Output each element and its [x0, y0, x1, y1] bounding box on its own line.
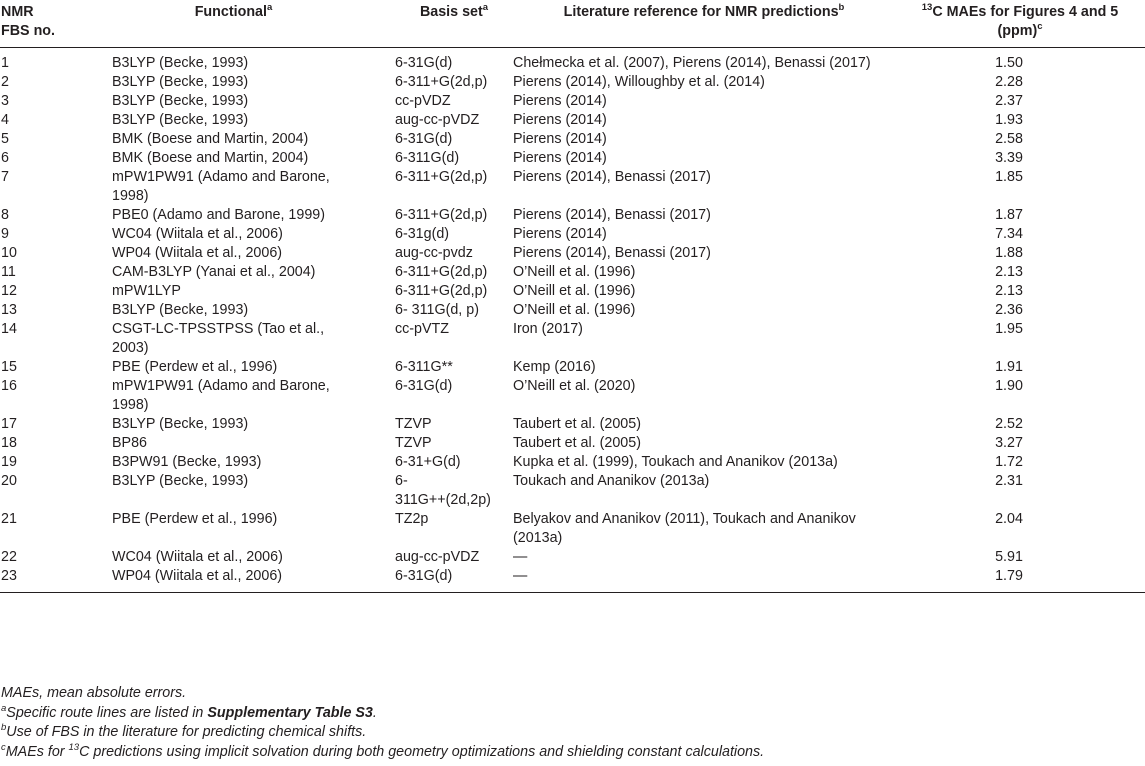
- cell-mae: 2.28: [995, 73, 1023, 90]
- cell-fbs-no: 13: [1, 301, 17, 318]
- cell-fbs-no: 21: [1, 510, 17, 527]
- cell-reference: Pierens (2014), Benassi (2017): [513, 244, 711, 261]
- cell-fbs-no: 11: [1, 263, 16, 280]
- cell-functional: WP04 (Wiitala et al., 2006): [112, 244, 283, 261]
- cell-fbs-no: 14: [1, 320, 17, 337]
- cell-mae: 2.52: [995, 415, 1023, 432]
- cell-fbs-no: 20: [1, 472, 17, 489]
- cell-fbs-no: 15: [1, 358, 17, 375]
- cell-basis-set: 6-311+G(2d,p): [395, 206, 488, 223]
- cell-functional: CSGT-LC-TPSSTPSS (Tao et al., 2003): [112, 320, 325, 356]
- table-row: [0, 320, 1145, 358]
- table-row: [0, 244, 1145, 263]
- header-basis-set: Basis set$^a$: [419, 2, 489, 20]
- cell-reference: Chełmecka et al. (2007), Pierens (2014), Benassi (2017): [513, 54, 871, 71]
- cell-mae: 7.34: [995, 225, 1023, 242]
- cell-mae: 2.31: [995, 472, 1023, 489]
- table-row: [0, 377, 1145, 415]
- cell-fbs-no: 18: [1, 434, 17, 451]
- cell-basis-set: cc-pVDZ: [395, 92, 451, 109]
- table-row: [0, 130, 1145, 149]
- cell-functional: WC04 (Wiitala et al., 2006): [112, 548, 283, 565]
- cell-mae: 2.36: [995, 301, 1023, 318]
- cell-fbs-no: 16: [1, 377, 17, 394]
- cell-basis-set: 6-31G(d): [395, 567, 453, 584]
- cell-basis-set: 6-311+G(2d,p): [395, 73, 488, 90]
- cell-functional: PBE (Perdew et al., 1996): [112, 358, 278, 375]
- cell-basis-set: cc-pVTZ: [395, 320, 450, 337]
- cell-functional: mPW1PW91 (Adamo and Barone, 1998): [112, 377, 330, 413]
- cell-mae: 1.79: [995, 567, 1023, 584]
- cell-basis-set: aug-cc-pvdz: [395, 244, 473, 261]
- cell-reference: —: [513, 567, 528, 584]
- cell-basis-set: 6- 311G(d, p): [395, 301, 479, 318]
- cell-functional: B3LYP (Becke, 1993): [112, 415, 249, 432]
- cell-functional: B3LYP (Becke, 1993): [112, 54, 249, 71]
- cell-basis-set: 6-31g(d): [395, 225, 450, 242]
- cell-functional: B3LYP (Becke, 1993): [112, 472, 249, 489]
- cell-basis-set: 6-31G(d): [395, 54, 453, 71]
- cell-fbs-no: 23: [1, 567, 17, 584]
- cell-mae: 2.13: [995, 263, 1023, 280]
- cell-reference: Taubert et al. (2005): [513, 434, 641, 451]
- table-row: [0, 168, 1145, 206]
- cell-mae: 1.72: [995, 453, 1023, 470]
- header-literature-reference: Literature reference for NMR predictions$^b$: [563, 2, 845, 20]
- cell-mae: 1.87: [995, 206, 1023, 223]
- header-fbs-no: NMR FBS no.: [1, 4, 56, 39]
- cell-reference: Pierens (2014): [513, 111, 607, 128]
- cell-basis-set: 6- 311G++(2d,2p): [395, 472, 491, 508]
- table-row: [0, 206, 1145, 225]
- table-row: [0, 225, 1145, 244]
- cell-reference: Pierens (2014): [513, 130, 607, 147]
- table-row: [0, 415, 1145, 434]
- cell-fbs-no: 9: [1, 225, 9, 242]
- header-functional: Functional$^a$: [194, 2, 273, 20]
- cell-basis-set: 6-31G(d): [395, 377, 453, 394]
- cell-basis-set: 6-311+G(2d,p): [395, 282, 488, 299]
- footnote-a: $^a$Specific route lines are listed in Supplementary Table S3.: [1, 702, 377, 721]
- cell-basis-set: 6-311G**: [395, 358, 453, 375]
- cell-reference: O’Neill et al. (1996): [513, 282, 636, 299]
- table-row: [0, 111, 1145, 130]
- header-row: [0, 0, 1145, 47]
- cell-reference: Taubert et al. (2005): [513, 415, 641, 432]
- cell-mae: 2.37: [995, 92, 1023, 109]
- cell-basis-set: TZVP: [395, 434, 432, 451]
- cell-functional: WP04 (Wiitala et al., 2006): [112, 567, 283, 584]
- footnote-c: $^c$MAEs for $^{13}$C predictions using implicit solvation during both geometry optimizations and shielding constant calculations.: [1, 741, 765, 760]
- table-row: [0, 567, 1145, 586]
- cell-mae: 1.50: [995, 54, 1023, 71]
- table-row: [0, 301, 1145, 320]
- cell-mae: 1.85: [995, 168, 1023, 185]
- table-row: [0, 548, 1145, 567]
- cell-basis-set: aug-cc-pVDZ: [395, 548, 480, 565]
- cell-reference: —: [513, 548, 528, 565]
- cell-fbs-no: 5: [1, 130, 9, 147]
- table-row: [0, 149, 1145, 168]
- cell-functional: BP86: [112, 434, 147, 451]
- cell-basis-set: TZVP: [395, 415, 432, 432]
- cell-mae: 3.27: [995, 434, 1023, 451]
- cell-functional: B3LYP (Becke, 1993): [112, 92, 249, 109]
- cell-functional: PBE0 (Adamo and Barone, 1999): [112, 206, 326, 223]
- cell-fbs-no: 19: [1, 453, 17, 470]
- cell-functional: BMK (Boese and Martin, 2004): [112, 130, 309, 147]
- cell-functional: PBE (Perdew et al., 1996): [112, 510, 278, 527]
- cell-mae: 3.39: [995, 149, 1023, 166]
- cell-reference: O’Neill et al. (1996): [513, 301, 636, 318]
- cell-fbs-no: 8: [1, 206, 9, 223]
- cell-functional: BMK (Boese and Martin, 2004): [112, 149, 309, 166]
- table-row: [0, 92, 1145, 111]
- cell-reference: Pierens (2014): [513, 149, 607, 166]
- cell-mae: 1.88: [995, 244, 1023, 261]
- cell-fbs-no: 10: [1, 244, 17, 261]
- cell-basis-set: 6-31+G(d): [395, 453, 461, 470]
- cell-fbs-no: 17: [1, 415, 17, 432]
- table-row: [0, 510, 1145, 548]
- table-body: [0, 48, 1145, 593]
- cell-reference: Pierens (2014), Willoughby et al. (2014): [513, 73, 765, 90]
- table-row: [0, 54, 1145, 73]
- cell-fbs-no: 4: [1, 111, 9, 128]
- cell-functional: B3LYP (Becke, 1993): [112, 301, 249, 318]
- cell-mae: 1.90: [995, 377, 1023, 394]
- cell-fbs-no: 6: [1, 149, 9, 166]
- cell-reference: Pierens (2014), Benassi (2017): [513, 206, 711, 223]
- table-row: [0, 73, 1145, 92]
- cell-basis-set: 6-31G(d): [395, 130, 453, 147]
- cell-functional: B3LYP (Becke, 1993): [112, 111, 249, 128]
- cell-fbs-no: 1: [1, 54, 9, 71]
- cell-basis-set: aug-cc-pVDZ: [395, 111, 480, 128]
- cell-reference: Kemp (2016): [513, 358, 596, 375]
- table-row: [0, 282, 1145, 301]
- cell-basis-set: 6-311G(d): [395, 149, 460, 166]
- table-row: [0, 434, 1145, 453]
- cell-functional: B3PW91 (Becke, 1993): [112, 453, 262, 470]
- cell-mae: 1.93: [995, 111, 1023, 128]
- cell-reference: Pierens (2014), Benassi (2017): [513, 168, 711, 185]
- cell-functional: B3LYP (Becke, 1993): [112, 73, 249, 90]
- table-row: [0, 358, 1145, 377]
- cell-reference: Pierens (2014): [513, 92, 607, 109]
- cell-basis-set: TZ2p: [395, 510, 429, 527]
- footnotes: [1, 684, 764, 762]
- cell-fbs-no: 3: [1, 92, 9, 109]
- cell-mae: 1.95: [995, 320, 1023, 337]
- cell-functional: CAM-B3LYP (Yanai et al., 2004): [112, 263, 316, 280]
- table-row: [0, 453, 1145, 472]
- cell-mae: 2.13: [995, 282, 1023, 299]
- cell-functional: mPW1PW91 (Adamo and Barone, 1998): [112, 168, 330, 204]
- footnote-b: $^b$Use of FBS in the literature for predicting chemical shifts.: [1, 722, 367, 740]
- cell-fbs-no: 7: [1, 168, 9, 185]
- cell-fbs-no: 2: [1, 73, 9, 90]
- table-row: [0, 472, 1145, 510]
- cell-reference: O’Neill et al. (2020): [513, 377, 636, 394]
- cell-reference: Kupka et al. (1999), Toukach and Ananikov (2013a): [513, 453, 838, 470]
- cell-reference: Iron (2017): [513, 320, 583, 337]
- table-row: [0, 263, 1145, 282]
- cell-fbs-no: 22: [1, 548, 17, 565]
- cell-reference: Pierens (2014): [513, 225, 607, 242]
- header-mae: $^{13}$C MAEs for Figures 4 and 5 (ppm)$^c$: [921, 2, 1119, 39]
- cell-reference: Toukach and Ananikov (2013a): [513, 472, 710, 489]
- cell-reference: O’Neill et al. (1996): [513, 263, 636, 280]
- cell-fbs-no: 12: [1, 282, 17, 299]
- cell-basis-set: 6-311+G(2d,p): [395, 263, 488, 280]
- cell-basis-set: 6-311+G(2d,p): [395, 168, 488, 185]
- cell-mae: 1.91: [995, 358, 1023, 375]
- cell-reference: Belyakov and Ananikov (2011), Toukach and Ananikov (2013a): [513, 510, 856, 546]
- cell-mae: 2.58: [995, 130, 1023, 147]
- cell-functional: mPW1LYP: [112, 282, 181, 299]
- cell-mae: 5.91: [995, 548, 1023, 565]
- cell-mae: 2.04: [995, 510, 1023, 527]
- cell-functional: WC04 (Wiitala et al., 2006): [112, 225, 283, 242]
- footnote-abbrev: MAEs, mean absolute errors.: [1, 685, 187, 701]
